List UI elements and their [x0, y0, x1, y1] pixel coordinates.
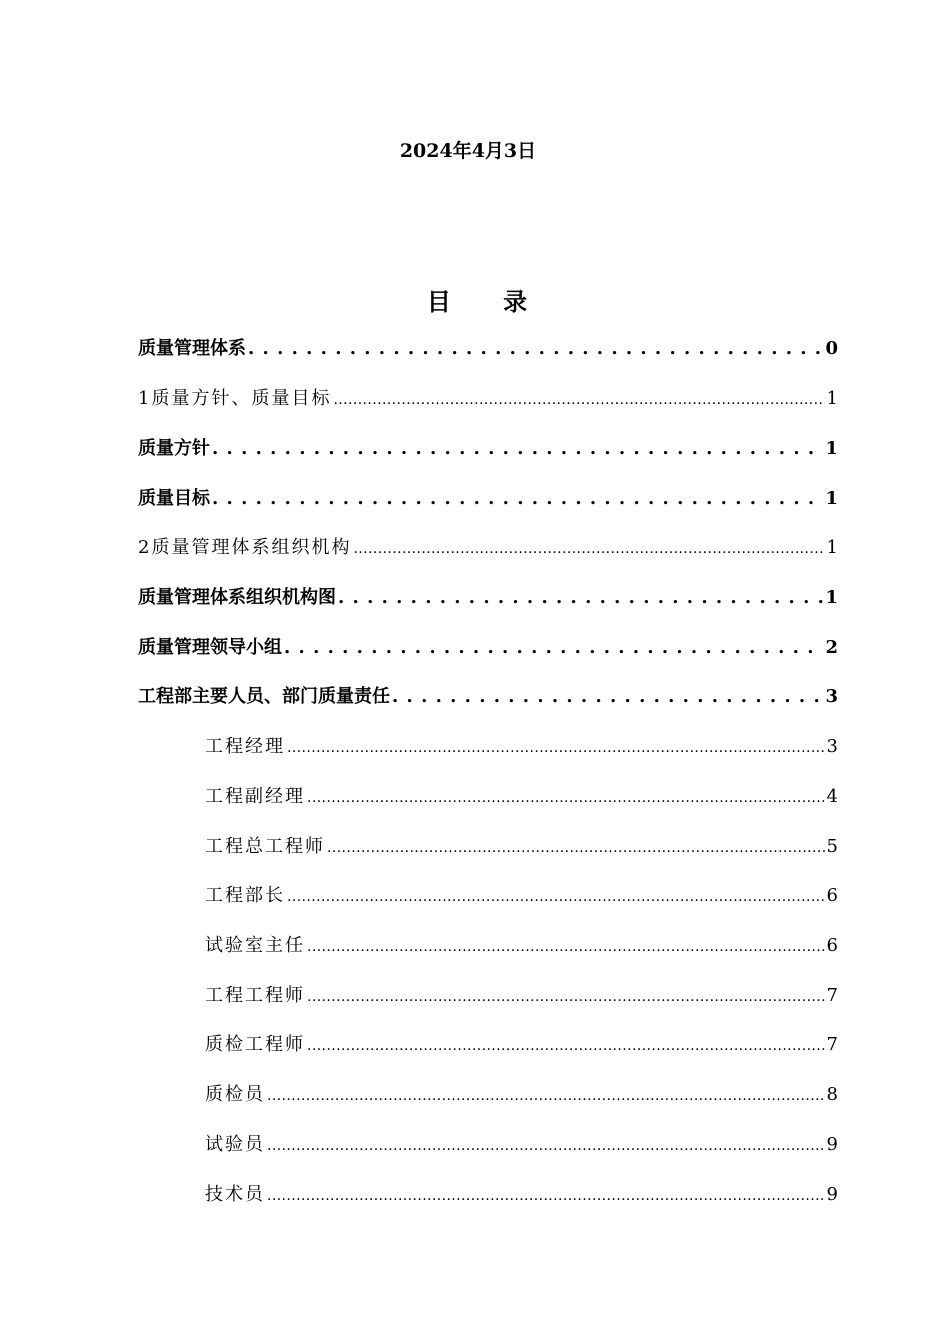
toc-entry[interactable]: [138, 583, 838, 613]
toc-entry-page: 3: [825, 686, 838, 707]
toc-entry-page: 7: [826, 985, 838, 1006]
toc-entry-page: 2: [825, 637, 838, 658]
toc-leader-dots: [267, 1130, 825, 1161]
toc-leader-dots: [327, 832, 825, 863]
toc-entry-label: 2质量管理体系组织机构: [138, 537, 352, 558]
toc-leader-dots: [353, 533, 824, 564]
toc-entry-page: 5: [826, 836, 838, 857]
toc-entry-label: 工程部长: [205, 885, 285, 906]
toc-entry[interactable]: [205, 1080, 838, 1110]
toc-entry[interactable]: [205, 1180, 838, 1210]
toc-entry-page: 1: [825, 438, 838, 459]
toc-entry-label: 1质量方针、质量目标: [138, 388, 332, 409]
toc-entry-label: 质检工程师: [205, 1034, 305, 1055]
toc-leader-dots: [333, 384, 824, 415]
toc-entry-page: 1: [825, 488, 838, 509]
toc-entry[interactable]: [205, 931, 838, 961]
toc-entry[interactable]: [138, 484, 838, 514]
toc-entry-label: 质量管理体系: [138, 338, 246, 359]
toc-entry-label: 工程经理: [205, 736, 285, 757]
toc-entry[interactable]: [205, 981, 838, 1011]
toc-entry-label: 工程总工程师: [205, 836, 325, 857]
toc-leader-dots: [338, 583, 823, 613]
toc-entry-page: 9: [826, 1134, 838, 1155]
toc-leader-dots: [392, 682, 823, 712]
toc-entry-label: 试验室主任: [205, 935, 305, 956]
toc-entry-label: 试验员: [205, 1134, 265, 1155]
toc-entry[interactable]: [138, 334, 838, 364]
toc-entry[interactable]: [138, 533, 838, 563]
toc-entry-label: 质量管理体系组织机构图: [138, 587, 336, 608]
toc-entry[interactable]: [205, 782, 838, 812]
toc-leader-dots: [212, 484, 823, 514]
toc-entry[interactable]: [205, 1130, 838, 1160]
toc-leader-dots: [307, 981, 825, 1012]
toc-entry[interactable]: [138, 384, 838, 414]
toc-entry[interactable]: [205, 732, 838, 762]
toc-entry-page: 3: [826, 736, 838, 757]
toc-entry-page: 1: [825, 587, 838, 608]
toc-entry-label: 技术员: [205, 1184, 265, 1205]
toc-entry-page: 1: [826, 537, 838, 558]
toc-entry[interactable]: [138, 682, 838, 712]
toc-entry[interactable]: [205, 1030, 838, 1060]
toc-entry-label: 工程工程师: [205, 985, 305, 1006]
toc-entry-label: 工程副经理: [205, 786, 305, 807]
toc-leader-dots: [284, 633, 823, 663]
toc-entry-page: 1: [826, 388, 838, 409]
toc-title: 目 录: [426, 287, 550, 316]
toc-entry[interactable]: [205, 881, 838, 911]
document-date: 2024年4月3日: [399, 140, 537, 162]
toc-entry-label: 工程部主要人员、部门质量责任: [138, 686, 390, 707]
toc-entry-page: 4: [826, 786, 838, 807]
toc-leader-dots: [287, 732, 825, 763]
toc-leader-dots: [267, 1180, 825, 1211]
toc-leader-dots: [307, 1030, 825, 1061]
toc-leader-dots: [287, 881, 825, 912]
toc-entry-label: 质量目标: [138, 488, 210, 509]
toc-leader-dots: [267, 1080, 825, 1111]
toc-entry[interactable]: [205, 832, 838, 862]
toc-entry-page: 9: [826, 1184, 838, 1205]
toc-entry[interactable]: [138, 434, 838, 464]
toc-entry-label: 质量管理领导小组: [138, 637, 282, 658]
toc-leader-dots: [307, 931, 825, 962]
toc-entry-page: 8: [826, 1084, 838, 1105]
toc-leader-dots: [212, 434, 823, 464]
toc-entry[interactable]: [138, 633, 838, 663]
toc-entry-page: 6: [826, 885, 838, 906]
toc-leader-dots: [307, 782, 825, 813]
toc-leader-dots: [248, 334, 823, 364]
toc-entry-page: 7: [826, 1034, 838, 1055]
toc-entry-label: 质量方针: [138, 438, 210, 459]
toc-entry-label: 质检员: [205, 1084, 265, 1105]
toc-entry-page: 0: [825, 338, 838, 359]
toc-entry-page: 6: [826, 935, 838, 956]
